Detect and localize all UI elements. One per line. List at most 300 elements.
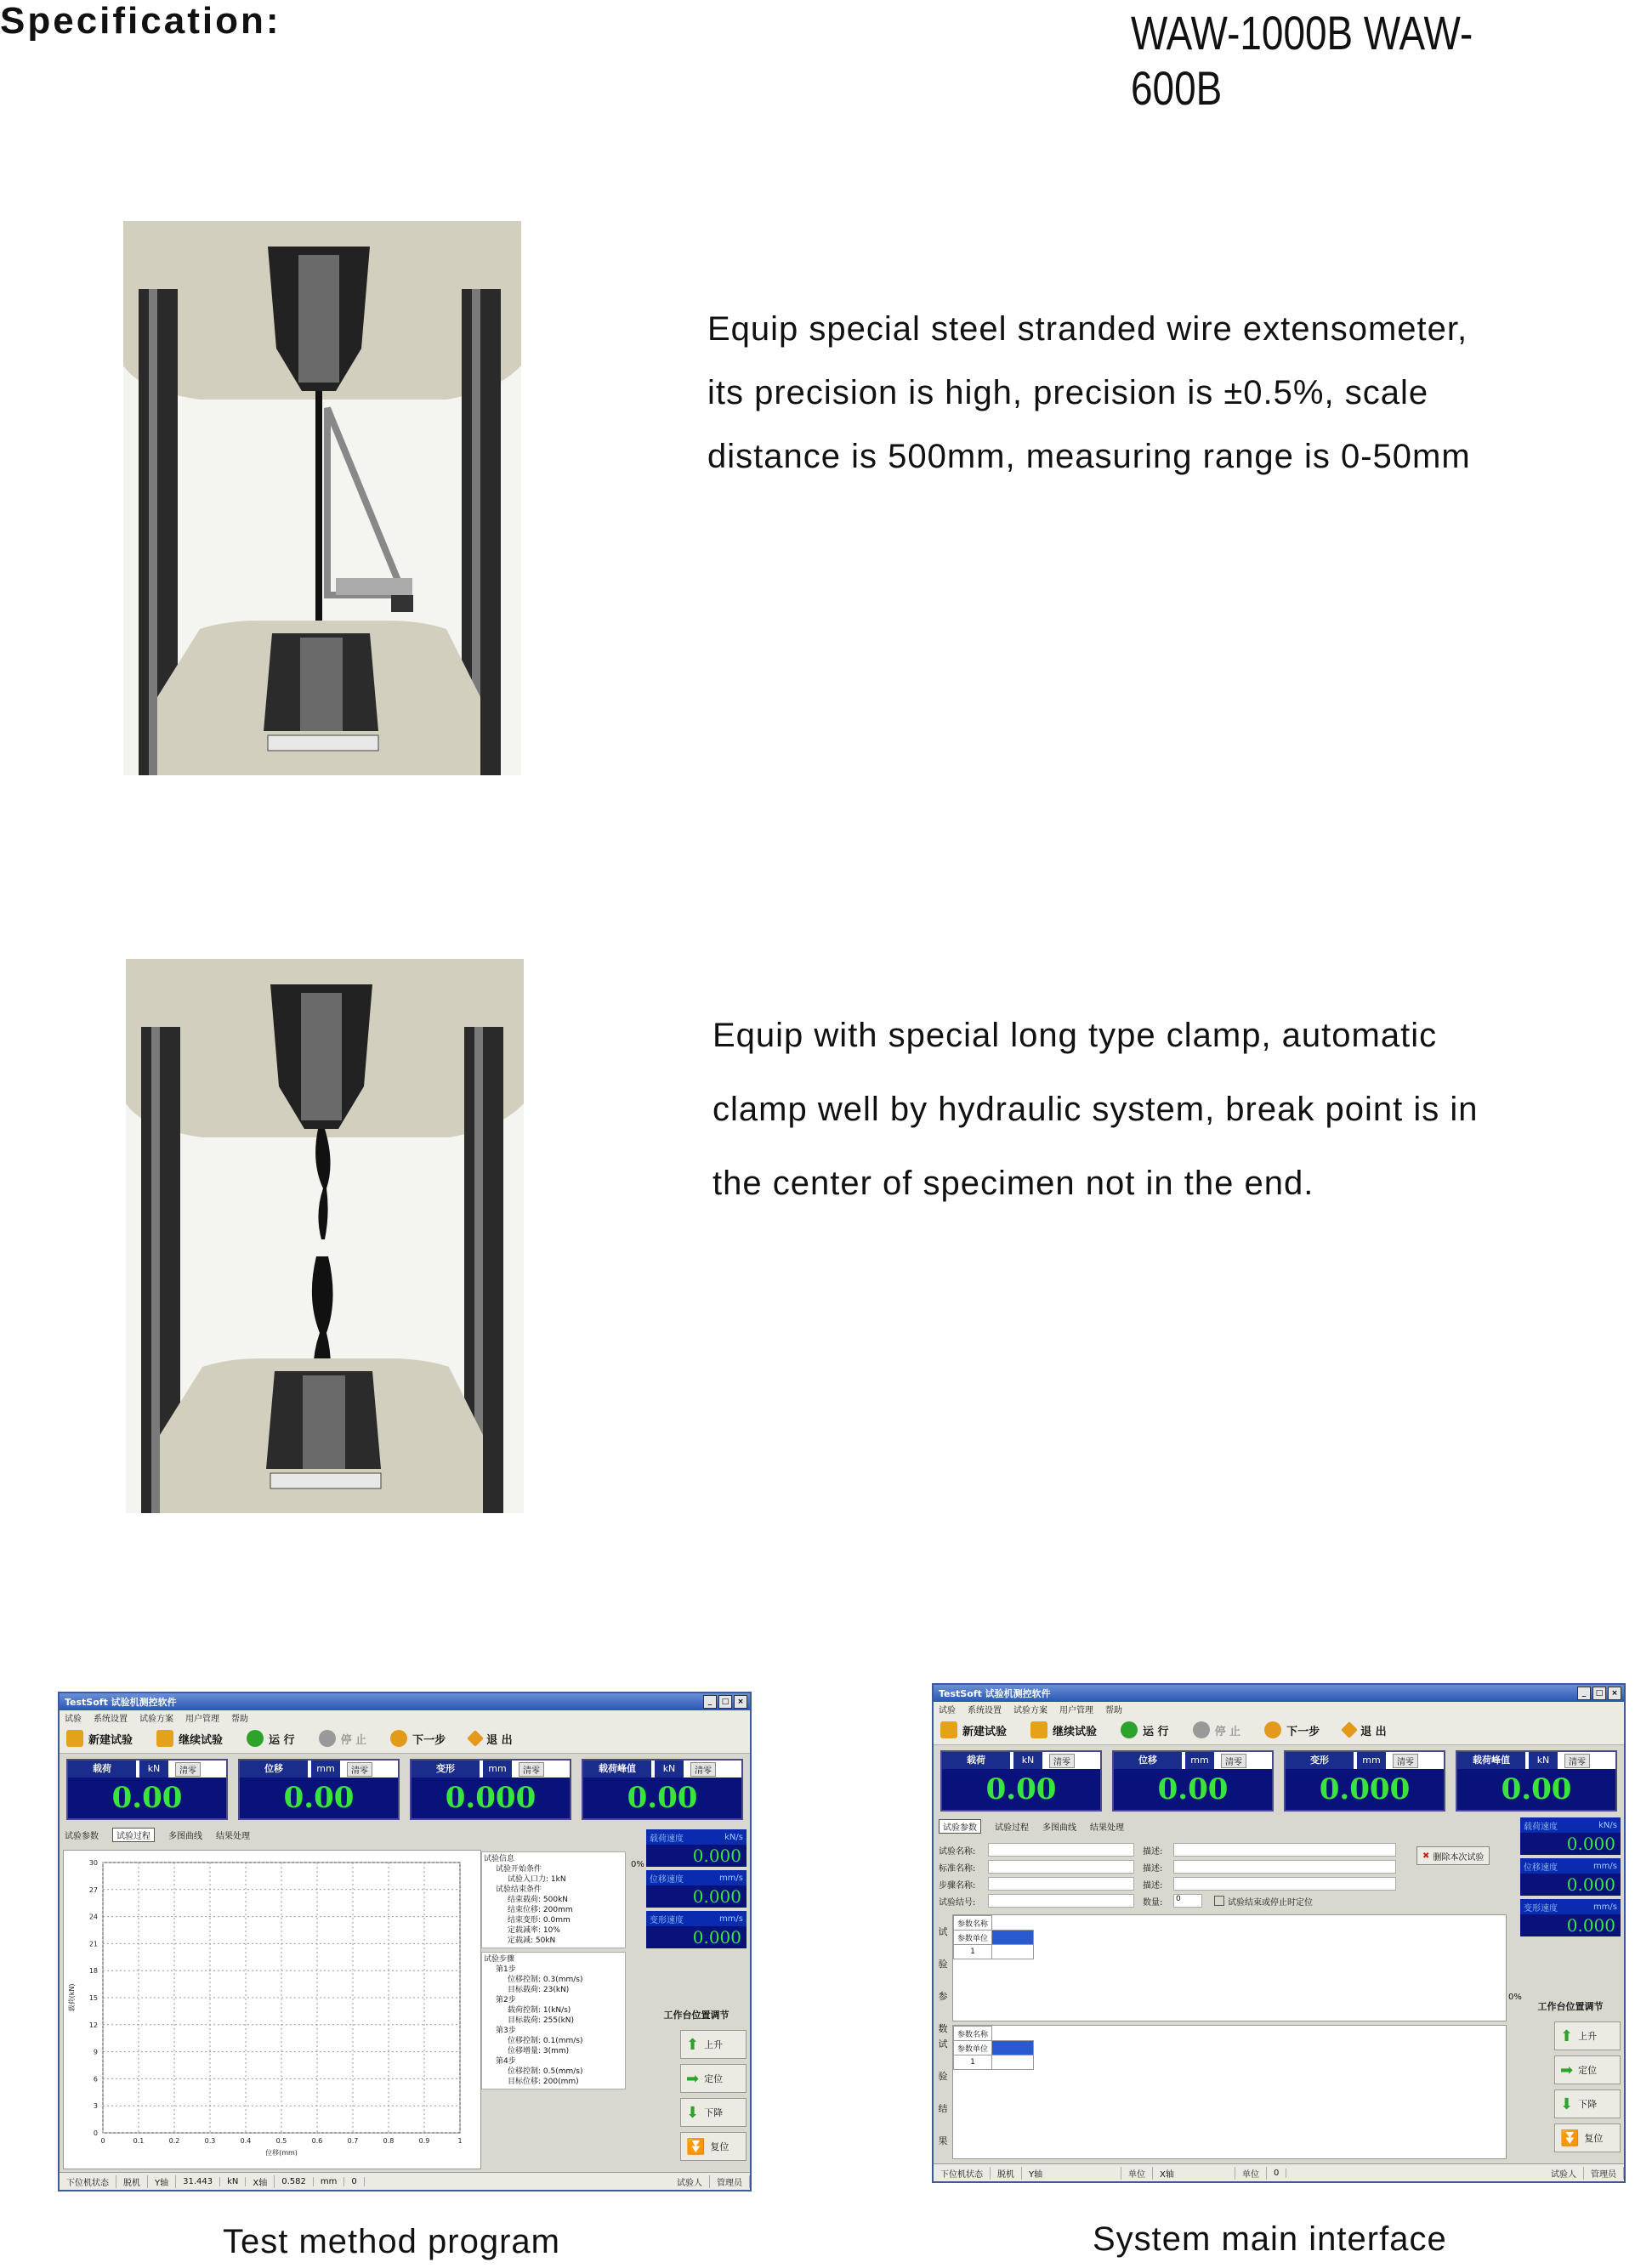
tree-step-item: 目标载荷: 23(kN) — [508, 1986, 570, 1994]
reset-label: 复位 — [1584, 2133, 1604, 2144]
status-item: 脱机 — [991, 2167, 1022, 2180]
y-tick-label: 30 — [88, 1859, 98, 1867]
field-label: 描述: — [1143, 1863, 1163, 1874]
tree-step-item: 目标位移: 200(mm) — [508, 2078, 579, 2086]
x-tick-label: 0.4 — [240, 2137, 252, 2145]
up-label: 上升 — [1578, 2031, 1598, 2042]
deformation-meter — [410, 1759, 571, 1820]
info-box — [481, 1851, 626, 1948]
delete-test-label: 删除本次试验 — [1433, 1852, 1485, 1863]
continue-test-label: 继续试验 — [179, 1733, 224, 1747]
run-label: 运 行 — [1143, 1725, 1169, 1738]
locate-label: 定位 — [704, 2073, 724, 2084]
field-label: 数量: — [1143, 1897, 1163, 1908]
grid-blank — [992, 1916, 1034, 1931]
tree-root-info[interactable]: 试验信息 — [484, 1855, 515, 1863]
down-button[interactable] — [680, 2098, 747, 2127]
exit-button[interactable] — [469, 1731, 513, 1747]
play-icon — [247, 1730, 264, 1747]
tree-end-item: 定载减率: 10% — [508, 1926, 560, 1935]
locate-button[interactable] — [1554, 2055, 1621, 2084]
position-panel — [646, 2008, 747, 2166]
exit-icon — [467, 1730, 484, 1747]
next-step-label: 下一步 — [412, 1733, 446, 1747]
stop-button[interactable] — [319, 1730, 367, 1747]
side-char: 验 — [938, 2071, 948, 2082]
rate-unit: kN/s — [1598, 1820, 1617, 1830]
status-item: 管理员 — [710, 2175, 750, 2188]
menu-users[interactable]: 用户管理 — [1059, 1705, 1093, 1715]
load-rate — [1520, 1817, 1621, 1855]
rate-unit: mm/s — [718, 1873, 743, 1883]
rate-value: 0.000 — [1520, 1914, 1621, 1936]
stop-label: 停 止 — [340, 1733, 367, 1747]
reset-icon: ⏬ — [1560, 2129, 1580, 2147]
caption-main-interface: System main interface — [1093, 2220, 1447, 2258]
arrow-up-icon: ⬆ — [1560, 2027, 1574, 2045]
position-title: 工作台位置调节 — [1537, 2001, 1604, 2012]
rate-name: 载荷速度 — [650, 1834, 684, 1844]
exit-button[interactable] — [1343, 1722, 1387, 1738]
y-tick-label: 9 — [93, 2048, 98, 2056]
load-rate — [646, 1829, 747, 1867]
feature-2-line-1: Equip with special long type clamp, automatic — [712, 1017, 1438, 1054]
locate-label: 定位 — [1578, 2065, 1598, 2076]
new-test-button[interactable] — [940, 1721, 1007, 1738]
stop-icon — [319, 1730, 336, 1747]
tab-results[interactable]: 结果处理 — [1090, 1823, 1124, 1833]
params-grid — [953, 1915, 1034, 1959]
close-button[interactable]: × — [734, 1695, 747, 1709]
status-bar — [60, 2172, 750, 2190]
stop-icon — [1193, 1721, 1210, 1738]
meter-value: 0.000 — [1286, 1769, 1444, 1810]
status-item: 下位机状态 — [60, 2175, 116, 2188]
zero-button[interactable]: 清零 — [1393, 1754, 1418, 1768]
new-test-label: 新建试验 — [962, 1725, 1008, 1738]
description-field[interactable] — [1173, 1860, 1396, 1874]
run-label: 运 行 — [269, 1733, 295, 1747]
arrow-right-icon: ➡ — [1560, 2061, 1574, 2079]
rate-unit: kN/s — [724, 1832, 743, 1842]
steps-box — [481, 1952, 626, 2089]
arrow-up-icon: ⬆ — [686, 2035, 700, 2054]
field-label: 试验名称: — [939, 1846, 976, 1857]
up-button[interactable] — [680, 2030, 747, 2059]
params-grid-panel — [952, 1914, 1507, 2021]
params-side-label — [937, 1916, 949, 2045]
status-item: 下位机状态 — [934, 2167, 991, 2180]
down-label: 下降 — [1578, 2099, 1598, 2110]
zero-button[interactable]: 清零 — [1564, 1754, 1590, 1768]
model-title: WAW-1000B WAW-600B — [1131, 6, 1473, 115]
meter-row — [934, 1745, 1624, 1817]
y-tick-label: 18 — [88, 1967, 98, 1976]
grid-cell[interactable] — [992, 1945, 1034, 1959]
y-tick-label: 15 — [88, 1994, 98, 2002]
rate-value: 0.000 — [1520, 1833, 1621, 1855]
window-titlebar — [60, 1693, 750, 1710]
tab-multi-curve[interactable]: 多图曲线 — [168, 1831, 202, 1841]
side-char: 果 — [938, 2135, 948, 2146]
chart-panel — [63, 1850, 481, 2169]
form-row — [939, 1875, 1134, 1892]
minimize-button[interactable]: _ — [703, 1695, 717, 1709]
meter-unit: kN — [139, 1761, 168, 1778]
form-row — [1143, 1841, 1396, 1858]
peak-load-meter — [582, 1759, 743, 1820]
zero-button[interactable]: 清零 — [690, 1762, 716, 1777]
close-button[interactable]: × — [1608, 1687, 1621, 1700]
window-titlebar — [934, 1685, 1624, 1702]
rate-value: 0.000 — [646, 1845, 747, 1867]
zero-button[interactable]: 清零 — [519, 1762, 544, 1777]
form-row — [939, 1841, 1134, 1858]
main-interface-window — [932, 1683, 1626, 2183]
y-tick-label: 3 — [93, 2102, 98, 2111]
play-icon — [1121, 1721, 1138, 1738]
grid-header: 参数单位 — [954, 2041, 992, 2055]
stop-label: 停 止 — [1214, 1725, 1241, 1738]
field-label: 描述: — [1143, 1880, 1163, 1891]
status-item: X轴 — [1153, 2167, 1235, 2180]
x-tick-label: 0.1 — [133, 2137, 145, 2145]
rate-name: 位移速度 — [650, 1874, 684, 1885]
status-bar — [934, 2163, 1624, 2181]
feature-2-line-3: the center of specimen not in the end. — [712, 1165, 1314, 1202]
tree-step-item: 位移控制: 0.1(mm/s) — [508, 2037, 583, 2045]
locate-button[interactable] — [680, 2064, 747, 2093]
extensometer-photo — [123, 221, 521, 775]
next-step-button[interactable] — [1264, 1721, 1320, 1738]
y-tick-label: 12 — [88, 2021, 98, 2029]
peak-load-meter — [1456, 1750, 1617, 1812]
feature-1-line-2: its precision is high, precision is ±0.5%, scale — [707, 374, 1429, 411]
y-tick-label: 6 — [93, 2075, 98, 2084]
meter-value: 0.00 — [240, 1778, 398, 1818]
meter-unit: mm — [311, 1761, 340, 1778]
menu-settings[interactable]: 系统设置 — [94, 1714, 128, 1724]
menu-bar — [60, 1710, 750, 1724]
x-tick-label: 0.6 — [311, 2137, 323, 2145]
meter-unit: kN — [1013, 1752, 1042, 1769]
standard-name-field[interactable] — [988, 1860, 1134, 1874]
status-item: kN — [220, 2177, 246, 2186]
test-info-tree — [481, 1851, 626, 2093]
y-tick-label: 0 — [93, 2129, 98, 2137]
zero-button[interactable]: 清零 — [175, 1762, 201, 1777]
description-field[interactable] — [1173, 1877, 1396, 1891]
status-item: 管理员 — [1584, 2167, 1624, 2180]
up-button[interactable] — [1554, 2021, 1621, 2050]
menu-settings[interactable]: 系统设置 — [968, 1705, 1002, 1715]
deformation-rate — [646, 1911, 747, 1948]
tab-test-process[interactable]: 试验过程 — [112, 1828, 155, 1842]
x-axis-label: 位移(mm) — [265, 2149, 298, 2157]
tree-step[interactable]: 第2步 — [496, 1996, 516, 2004]
window-title: TestSoft 试验机测控软件 — [65, 1697, 177, 1708]
continue-test-label: 继续试验 — [1053, 1725, 1098, 1738]
meter-unit: mm — [483, 1761, 512, 1778]
meter-unit: mm — [1185, 1752, 1214, 1769]
continue-test-icon — [1030, 1721, 1047, 1738]
grid-blank — [992, 2027, 1034, 2041]
x-tick-label: 0.8 — [383, 2137, 395, 2145]
status-item: Y轴 — [148, 2175, 176, 2188]
continue-test-button[interactable] — [1030, 1721, 1097, 1738]
x-tick-label: 1 — [457, 2137, 463, 2145]
rate-value: 0.000 — [646, 1885, 747, 1908]
field-label: 标准名称: — [939, 1863, 976, 1874]
tab-test-params[interactable]: 试验参数 — [65, 1831, 99, 1841]
deformation-rate — [1520, 1899, 1621, 1936]
feature-text-1 — [707, 298, 1609, 489]
feature-text-2 — [712, 999, 1614, 1221]
side-char: 数 — [938, 2023, 948, 2034]
arrow-down-icon: ⬇ — [686, 2103, 700, 2122]
meter-value: 0.00 — [68, 1778, 226, 1818]
tree-step[interactable]: 第4步 — [496, 2057, 516, 2066]
grid-header: 参数名称 — [954, 1916, 992, 1931]
y-tick-label: 24 — [88, 1913, 98, 1921]
status-item: 试验人 — [670, 2175, 710, 2188]
feature-1-line-1: Equip special steel stranded wire extensometer, — [707, 310, 1468, 348]
status-item: 单位 — [1121, 2167, 1153, 2180]
test-number-field[interactable] — [988, 1894, 1134, 1908]
menu-bar — [934, 1702, 1624, 1715]
field-label: 步骤名称: — [939, 1880, 976, 1891]
menu-help[interactable]: 帮助 — [1105, 1705, 1122, 1715]
tree-step[interactable]: 第1步 — [496, 1965, 516, 1974]
form-row — [939, 1858, 1134, 1875]
toolbar — [934, 1715, 1624, 1745]
reset-label: 复位 — [710, 2141, 730, 2152]
form-row — [1143, 1892, 1396, 1909]
load-meter — [66, 1759, 228, 1820]
arrow-right-icon: ➡ — [686, 2069, 700, 2088]
status-item: 0.582 — [275, 2177, 314, 2186]
reset-button[interactable] — [680, 2132, 747, 2161]
status-item: 单位 — [1235, 2167, 1267, 2180]
meter-name: 载荷峰值 — [583, 1761, 651, 1778]
results-grid-panel — [952, 2025, 1507, 2159]
tree-end-item: 结束位移: 200mm — [508, 1906, 573, 1914]
new-test-button[interactable] — [66, 1730, 133, 1747]
next-step-button[interactable] — [390, 1730, 446, 1747]
x-tick-label: 0.7 — [347, 2137, 359, 2145]
meter-name: 位移 — [240, 1761, 308, 1778]
rate-unit: mm/s — [1592, 1861, 1617, 1871]
stop-button[interactable] — [1193, 1721, 1241, 1738]
y-axis-label: 载荷(kN) — [68, 1983, 76, 2012]
rate-panel — [646, 1829, 747, 1952]
tree-step-item: 目标载荷: 255(kN) — [508, 2016, 575, 2025]
rate-value: 0.000 — [646, 1926, 747, 1948]
menu-help[interactable]: 帮助 — [231, 1714, 248, 1724]
tree-step-item: 载荷控制: 1(kN/s) — [508, 2006, 571, 2015]
description-field[interactable] — [1173, 1843, 1396, 1857]
x-tick-label: 0.5 — [275, 2137, 287, 2145]
tab-test-process[interactable]: 试验过程 — [995, 1823, 1029, 1833]
maximize-button[interactable]: □ — [1592, 1687, 1606, 1700]
new-test-label: 新建试验 — [88, 1733, 133, 1747]
meter-name: 变形 — [412, 1761, 480, 1778]
feature-1-line-3: distance is 500mm, measuring range is 0-50mm — [707, 438, 1471, 475]
reset-icon: ⏬ — [686, 2137, 706, 2156]
meter-unit: kN — [1529, 1752, 1558, 1769]
tree-step-item: 位移增量: 3(mm) — [508, 2047, 570, 2055]
new-test-icon — [940, 1721, 957, 1738]
exit-label: 退 出 — [1360, 1725, 1387, 1738]
results-side-label — [937, 2028, 949, 2157]
down-button[interactable] — [1554, 2089, 1621, 2118]
form-row — [1143, 1875, 1396, 1892]
displacement-rate — [1520, 1858, 1621, 1896]
tree-end-conditions[interactable]: 试验结束条件 — [496, 1885, 542, 1894]
meter-unit: kN — [655, 1761, 684, 1778]
grid-cell[interactable] — [992, 2055, 1034, 2070]
grid-header: 参数单位 — [954, 1931, 992, 1945]
status-item: mm — [314, 2177, 344, 2186]
rate-name: 位移速度 — [1524, 1863, 1558, 1873]
rate-panel — [1520, 1817, 1621, 1940]
status-item: X轴 — [246, 2175, 275, 2188]
toolbar — [60, 1724, 750, 1754]
meter-unit: mm — [1357, 1752, 1386, 1769]
params-form — [939, 1841, 1508, 1909]
side-char: 验 — [938, 1959, 948, 1970]
tree-end-item: 定载减: 50kN — [508, 1936, 556, 1945]
deformation-meter — [1284, 1750, 1445, 1812]
rate-unit: mm/s — [1592, 1902, 1617, 1912]
progress-percent: 0% — [1508, 1993, 1522, 2002]
side-char: 结 — [938, 2103, 948, 2114]
tree-start-conditions[interactable]: 试验开始条件 — [496, 1865, 542, 1874]
rate-value: 0.000 — [1520, 1874, 1621, 1896]
grid-row-index: 1 — [954, 1945, 992, 1959]
menu-scheme[interactable]: 试验方案 — [1013, 1705, 1047, 1715]
displacement-rate — [646, 1870, 747, 1908]
status-item: 31.443 — [176, 2177, 220, 2186]
status-item: 试验人 — [1544, 2167, 1584, 2180]
y-tick-label: 27 — [88, 1885, 98, 1894]
load-displacement-chart — [64, 1851, 480, 2169]
y-tick-label: 21 — [88, 1940, 98, 1948]
exit-label: 退 出 — [486, 1733, 513, 1747]
zero-button[interactable]: 清零 — [1049, 1754, 1075, 1768]
zero-button[interactable]: 清零 — [1221, 1754, 1246, 1768]
grid-header: 参数名称 — [954, 2027, 992, 2041]
continue-test-icon — [156, 1730, 173, 1747]
caption-test-method: Test method program — [223, 2223, 560, 2260]
arrow-down-icon: ⬇ — [1560, 2095, 1574, 2113]
meter-name: 载荷 — [68, 1761, 136, 1778]
delete-icon: ✖ — [1422, 1851, 1430, 1861]
status-item: Y轴 — [1022, 2167, 1121, 2180]
meter-name: 载荷 — [942, 1752, 1010, 1769]
delete-test-button[interactable] — [1416, 1846, 1490, 1865]
next-icon — [390, 1730, 407, 1747]
window-title: TestSoft 试验机测控软件 — [939, 1688, 1051, 1699]
menu-users[interactable]: 用户管理 — [185, 1714, 219, 1724]
zero-button[interactable]: 清零 — [347, 1762, 372, 1777]
grid-row-index: 1 — [954, 2055, 992, 2070]
side-char: 试 — [938, 2038, 948, 2050]
reset-button[interactable] — [1554, 2123, 1621, 2152]
run-button[interactable] — [1121, 1721, 1169, 1738]
menu-scheme[interactable]: 试验方案 — [139, 1714, 173, 1724]
tab-test-params[interactable]: 试验参数 — [939, 1819, 981, 1834]
rate-name: 变形速度 — [650, 1915, 684, 1925]
menu-test[interactable]: 试验 — [65, 1714, 82, 1724]
continue-test-button[interactable] — [156, 1730, 223, 1747]
tree-start-item: 试验入口力: 1kN — [508, 1875, 566, 1884]
displacement-meter — [1112, 1750, 1274, 1812]
tree-root-steps[interactable]: 试验步骤 — [484, 1955, 515, 1964]
side-char: 试 — [938, 1926, 948, 1937]
quantity-stepper[interactable]: 0 — [1173, 1894, 1202, 1908]
tree-end-item: 结束载荷: 500kN — [508, 1896, 569, 1904]
meter-name: 位移 — [1114, 1752, 1182, 1769]
meter-name: 变形 — [1286, 1752, 1354, 1769]
tree-end-item: 结束变形: 0.0mm — [508, 1916, 571, 1925]
rate-name: 变形速度 — [1524, 1903, 1558, 1914]
form-row — [1143, 1858, 1396, 1875]
status-item: 脱机 — [116, 2175, 148, 2188]
rate-unit: mm/s — [718, 1914, 743, 1924]
meter-value: 0.00 — [1114, 1769, 1272, 1810]
next-icon — [1264, 1721, 1281, 1738]
meter-value: 0.00 — [942, 1769, 1100, 1810]
load-meter — [940, 1750, 1102, 1812]
status-item: 0 — [1267, 2169, 1286, 2178]
menu-test[interactable]: 试验 — [939, 1705, 956, 1715]
meter-name: 载荷峰值 — [1457, 1752, 1525, 1769]
grid-selected-cell[interactable] — [992, 2041, 1034, 2055]
grid-selected-cell[interactable] — [992, 1931, 1034, 1945]
tree-step[interactable]: 第3步 — [496, 2027, 516, 2035]
checkbox-label: 试验结束或停止时定位 — [1228, 1897, 1313, 1908]
tab-results[interactable]: 结果处理 — [216, 1831, 250, 1841]
meter-row — [60, 1754, 750, 1825]
step-name-field[interactable] — [988, 1877, 1134, 1891]
tree-step-item: 位移控制: 0.5(mm/s) — [508, 2067, 583, 2076]
tab-multi-curve[interactable]: 多图曲线 — [1042, 1823, 1076, 1833]
field-label: 描述: — [1143, 1846, 1163, 1857]
x-tick-label: 0.2 — [168, 2137, 180, 2145]
meter-value: 0.000 — [412, 1778, 570, 1818]
exit-icon — [1341, 1721, 1358, 1738]
displacement-meter — [238, 1759, 400, 1820]
test-method-window — [58, 1692, 752, 2191]
meter-value: 0.00 — [1457, 1769, 1615, 1810]
rate-name: 载荷速度 — [1524, 1822, 1558, 1832]
progress-percent: 0% — [631, 1860, 644, 1869]
x-tick-label: 0.3 — [204, 2137, 216, 2145]
position-panel — [1520, 1999, 1621, 2157]
minimize-button[interactable]: _ — [1577, 1687, 1591, 1700]
next-step-label: 下一步 — [1286, 1725, 1320, 1738]
x-tick-label: 0.9 — [418, 2137, 430, 2145]
side-char: 参 — [938, 1991, 948, 2002]
maximize-button[interactable]: □ — [718, 1695, 732, 1709]
run-button[interactable] — [247, 1730, 295, 1747]
tree-step-item: 位移控制: 0.3(mm/s) — [508, 1976, 583, 1984]
test-name-field[interactable] — [988, 1843, 1134, 1857]
new-test-icon — [66, 1730, 83, 1747]
x-tick-label: 0 — [100, 2137, 105, 2145]
stop-locate-checkbox[interactable] — [1214, 1896, 1224, 1906]
